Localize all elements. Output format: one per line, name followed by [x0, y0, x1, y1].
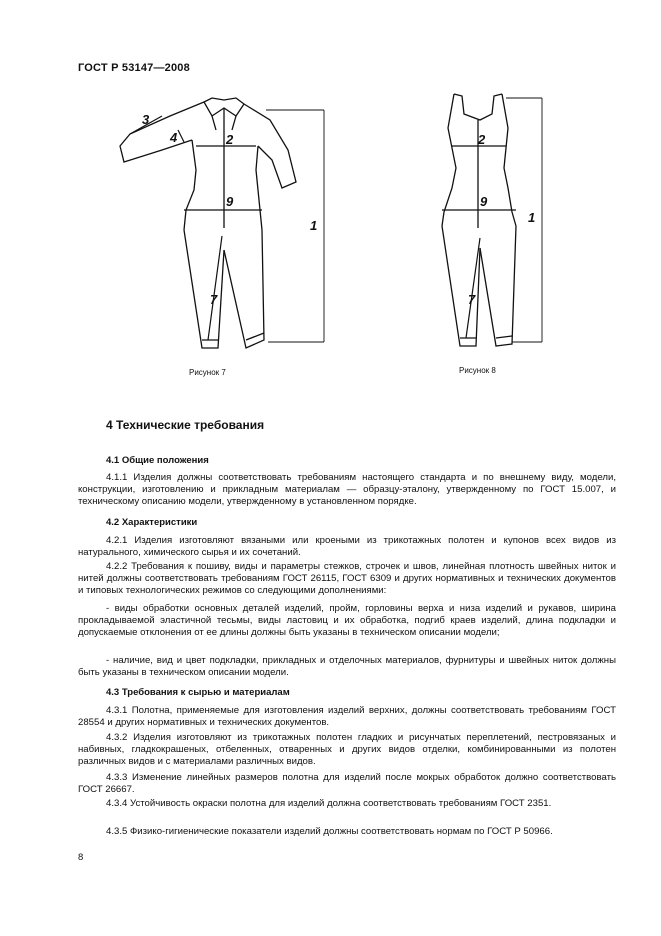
figure-7-caption: Рисунок 7	[189, 368, 226, 377]
paragraph-4-1-1: 4.1.1 Изделия должны соответствовать требованиям настоящего стандарта и по внешнему виду, модели, конструкции, изготовлению и прикладным материалам — образцу-эталону, утвержденному по ГОСТ 15.007, и техническому описанию модели, утвержденному в установленном порядке.	[78, 472, 616, 507]
fig7-label-1: 1	[310, 218, 318, 233]
paragraph-4-2-2-item-1: - виды обработки основных деталей изделий, пройм, горловины верха и низа изделий и рукавов, ширина прокладываемой эластичной тесьмы, виды ластовиц и их обработка, подгиб краев изделий, длина подкладки и допускаемые отклонения от ее длины должны быть указаны в техническом описании модели;	[78, 603, 616, 638]
subsection-4-1-title: 4.1 Общие положения	[106, 455, 209, 466]
subsection-4-3-title: 4.3 Требования к сырью и материалам	[106, 687, 290, 698]
fig8-label-1: 1	[528, 210, 536, 225]
subsection-4-2-title: 4.2 Характеристики	[106, 517, 198, 528]
paragraph-4-3-2: 4.3.2 Изделия изготовляют из трикотажных полотен гладких и рисунчатых переплетений, пестровязаных и набивных, гладкокрашеных, отбеленных, отваренных и других видов отделки, комбинированными из полотен различных видов и с материалами различных видов.	[78, 732, 616, 767]
paragraph-4-2-1: 4.2.1 Изделия изготовляют вязаными или кроеными из трикотажных полотен и купонов всех видов из натурального, химического сырья и их сочетаний.	[78, 535, 616, 558]
page-number: 8	[78, 852, 84, 863]
fig7-label-2: 2	[226, 132, 234, 147]
section-title: 4 Технические требования	[106, 418, 265, 432]
paragraph-4-2-2: 4.2.2 Требования к пошиву, виды и параметры стежков, строчек и швов, линейная плотность швейных ниток и нитей должны соответствовать требованиям ГОСТ 26115, ГОСТ 6309 и других нормативных и технических документов и типовых технологических режимов со следующими дополнениями:	[78, 561, 616, 596]
figure-7-overall-drawing	[100, 90, 340, 360]
document-header: ГОСТ Р 53147—2008	[78, 62, 190, 74]
fig8-label-7: 7	[468, 292, 476, 307]
paragraph-4-3-1: 4.3.1 Полотна, применяемые для изготовления изделий верхних, должны соответствовать требованиям ГОСТ 28554 и других нормативных и технических документов.	[78, 705, 616, 728]
fig7-label-3: 3	[142, 112, 150, 127]
fig7-label-9: 9	[226, 194, 234, 209]
figure-8-overall-drawing	[420, 88, 560, 360]
paragraph-4-3-5: 4.3.5 Физико-гигиенические показатели изделий должны соответствовать нормам по ГОСТ Р 50966.	[106, 826, 553, 837]
paragraph-4-2-2-item-2: - наличие, вид и цвет подкладки, прикладных и отделочных материалов, фурнитуры и швейных ниток должны быть указаны в техническом описании модели.	[78, 655, 616, 678]
paragraph-4-3-4: 4.3.4 Устойчивость окраски полотна для изделий должна соответствовать требованиям ГОСТ 2351.	[106, 798, 552, 809]
fig8-label-2: 2	[478, 132, 486, 147]
figure-8-caption: Рисунок 8	[459, 366, 496, 375]
fig7-label-4: 4	[170, 130, 178, 145]
fig7-label-7: 7	[210, 292, 218, 307]
fig8-label-9: 9	[480, 194, 488, 209]
paragraph-4-3-3: 4.3.3 Изменение линейных размеров полотна для изделий после мокрых обработок должно соответствовать ГОСТ 26667.	[78, 772, 616, 795]
